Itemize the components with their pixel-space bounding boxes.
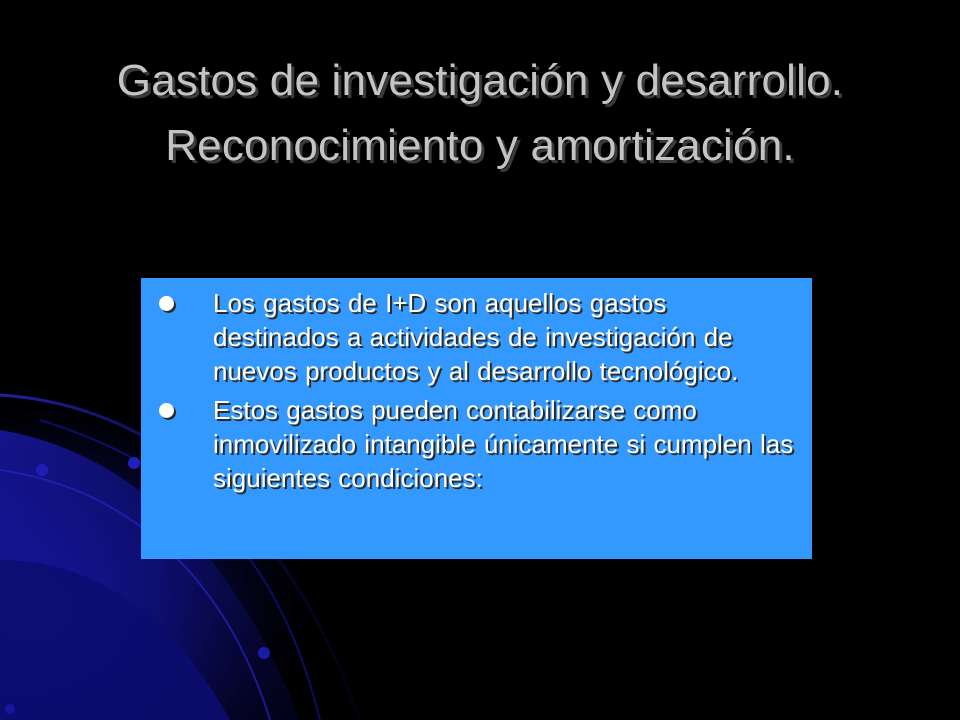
- bullet-dot-icon: [159, 403, 174, 418]
- bullet-item: [151, 286, 794, 388]
- content-box: [141, 278, 812, 559]
- slide-title: Gastos de investigación y desarrollo. Reconocimiento y amortización.: [116, 56, 844, 170]
- bullet-item: [151, 393, 794, 495]
- decor-dot: [258, 647, 270, 659]
- bullet-dot-icon: [159, 296, 174, 311]
- bullet-list: [151, 286, 794, 495]
- bullet-text: Los gastos de I+D son aquellos gastos destinados a actividades de investigación de nuevos productos y al desarrollo tecnológico.: [213, 288, 739, 386]
- bullet-text: Estos gastos pueden contabilizarse como inmovilizado intangible únicamente si cumplen las siguientes condiciones:: [213, 395, 794, 493]
- decor-dot: [36, 464, 48, 476]
- decor-dot: [128, 457, 140, 469]
- decor-dot: [5, 704, 15, 714]
